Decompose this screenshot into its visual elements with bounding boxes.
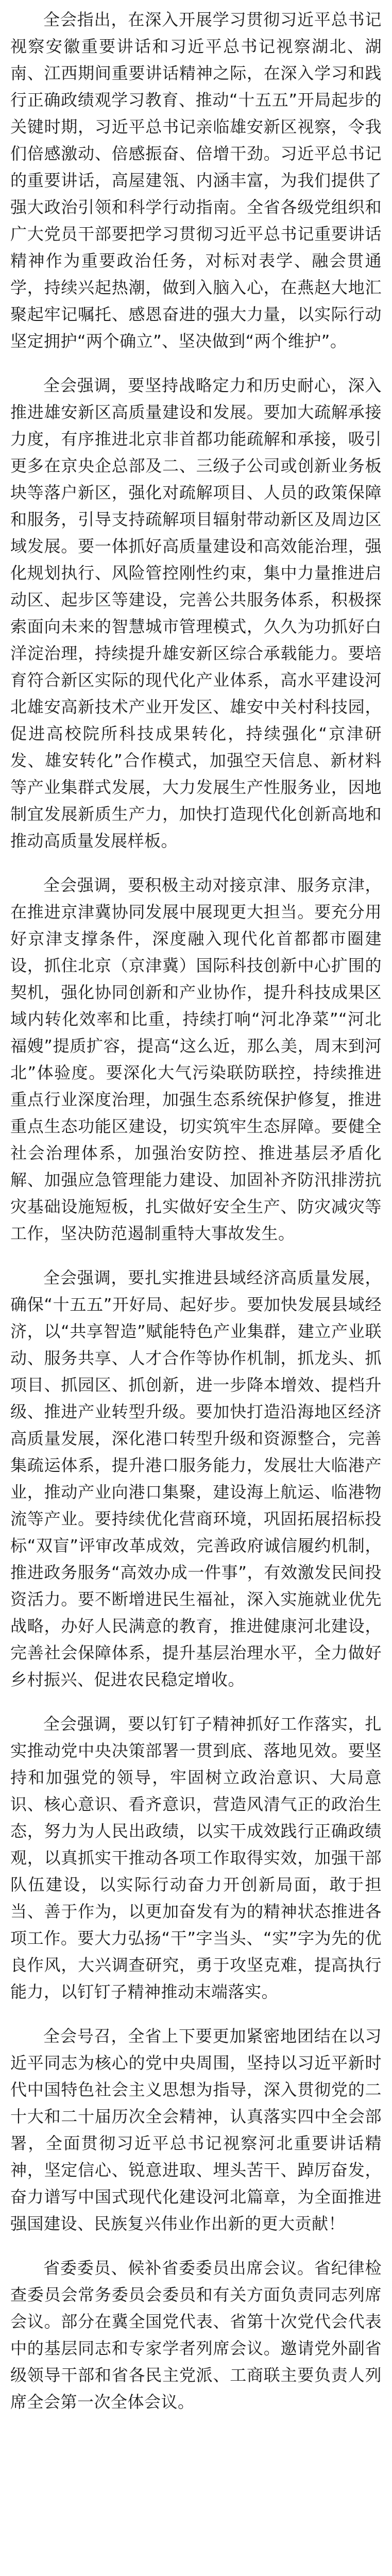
article-paragraph-4: 全会强调，要扎实推进县域经济高质量发展，确保“十五五”开好局、起好步。要加快发展县域经济，以“共享智造”赋能特色产业集群，建立产业联动、服务共享、人才合作等协作机制，抓龙头、抓项目、抓园区、抓创新，进一步降本增效、提档升级、推进产业转型升级。要加快打造沿海地区经济高质量发展，深化港口转型升级和资源整合，完善集疏运体系，提升港口服务能力，发展壮大临港产业，推动产业向港口集聚，建设海上航运、临港物流等产业。要持续优化营商环境，巩固拓展招标投标“双盲”评审改革成效，完善政府诚信履约机制，推进政务服务“高效办成一件事”，有效激发民间投资活力。要不断增进民生福祉，深入实施就业优先战略，办好人民满意的教育，推进健康河北建设，完善社会保障体系，提升基层治理水平，全力做好乡村振兴、促进农民稳定增收。 [10, 1268, 382, 1689]
article-paragraph-6: 全会号召，全省上下要更加紧密地团结在以习近平同志为核心的党中央周围，坚持以习近平新时代中国特色社会主义思想为指导，深入贯彻党的二十大和二十届历次全会精神，认真落实四中全会部署，全面贯彻习近平总书记视察河北重要讲话精神，坚定信心、锐意进取、埋头苦干、踔厉奋发，奋力谱写中国式现代化建设河北篇章，为全面推进强国建设、民族复兴伟业作出新的更大贡献！ [10, 2026, 382, 2233]
article-paragraph-7: 省委委员、候补省委委员出席会议。省纪律检查委员会常务委员会委员和有关方面负责同志列席会议。部分在冀全国党代表、省第十次党代会代表中的基层同志和专家学者列席会议。邀请党外副省级领导干部和省各民主党派、工商联主要负责人列席全会第一次全体会议。 [10, 2258, 382, 2412]
article-body [10, 0, 382, 2576]
article-paragraph-1: 全会指出，在深入开展学习贯彻习近平总书记视察安徽重要讲话和习近平总书记视察湖北、湖南、江西期间重要讲话精神之际，在深入学习和践行正确政绩观学习教育、推动“十五五”开局起步的关键时期，习近平总书记亲临雄安新区视察，令我们倍感激动、倍感振奋、倍增干劲。习近平总书记的重要讲话，高屋建瓴、内涵丰富，为我们提供了强大政治引领和科学行动指南。全省各级党组织和广大党员干部要把学习贯彻习近平总书记重要讲话精神作为重要政治任务，对标对表学、融会贯通学，持续兴起热潮，做到入脑入心，在燕赵大地汇聚起牢记嘱托、感恩奋进的强大力量，以实际行动坚定拥护“两个确立”、坚决做到“两个维护”。 [10, 10, 382, 351]
article-paragraph-5: 全会强调，要以钉钉子精神抓好工作落实，扎实推动党中央决策部署一贯到底、落地见效。要坚持和加强党的领导，牢固树立政治意识、大局意识、核心意识、看齐意识，营造风清气正的政治生态，努力为人民出政绩，以实干成效践行正确政绩观，以真抓实干推动各项工作取得实效，加强干部队伍建设，以实际行动奋力开创新局面，敢于担当、善于作为，以更加奋发有为的精神状态推进各项工作。要大力弘扬“干”字当头、“实”字为先的优良作风，大兴调查研究，勇于攻坚克难，提高执行能力，以钉钉子精神推动末端落实。 [10, 1714, 382, 2002]
article-paragraph-2: 全会强调，要坚持战略定力和历史耐心，深入推进雄安新区高质量建设和发展。要加大疏解承接力度，有序推进北京非首都功能疏解和承接，吸引更多在京央企总部及二、三级子公司或创新业务板块等落户新区，强化对疏解项目、人员的政策保障和服务，引导支持疏解项目辐射带动新区及周边区域发展。要一体抓好高质量建设和高效能治理，强化规划执行、风险管控刚性约束，集中力量推进启动区、起步区等建设，完善公共服务体系，积极探索面向未来的智慧城市管理模式，久久为功抓好白洋淀治理，持续提升雄安新区综合承载能力。要培育符合新区实际的现代化产业体系，高水平建设河北雄安高新技术产业开发区、雄安中关村科技园，促进高校院所科技成果转化，持续强化“京津研发、雄安转化”合作模式，加强空天信息、新材料等产业集群式发展，大力发展生产性服务业，因地制宜发展新质生产力，加快打造现代化创新高地和推动高质量发展样板。 [10, 376, 382, 851]
article-paragraph-3: 全会强调，要积极主动对接京津、服务京津，在推进京津冀协同发展中展现更大担当。要充分用好京津支撑条件，深度融入现代化首都都市圈建设，抓住北京（京津冀）国际科技创新中心扩围的契机，强化协同创新和产业协作，提升科技成果区域内转化效率和比重，持续打响“河北净菜”“河北福嫂”提质扩容，提高“这么近，那么美，周末到河北”体验度。要深化大气污染联防联控，持续推进重点行业深度治理，加强生态系统保护修复，推进重点生态功能区建设，切实筑牢生态屏障。要健全社会治理体系，加强治安防控、推进基层矛盾化解、加强应急管理能力建设、加固补齐防汛排涝抗灾基础设施短板，扎实做好安全生产、防灾减灾等工作，坚决防范遏制重特大事故发生。 [10, 875, 382, 1243]
